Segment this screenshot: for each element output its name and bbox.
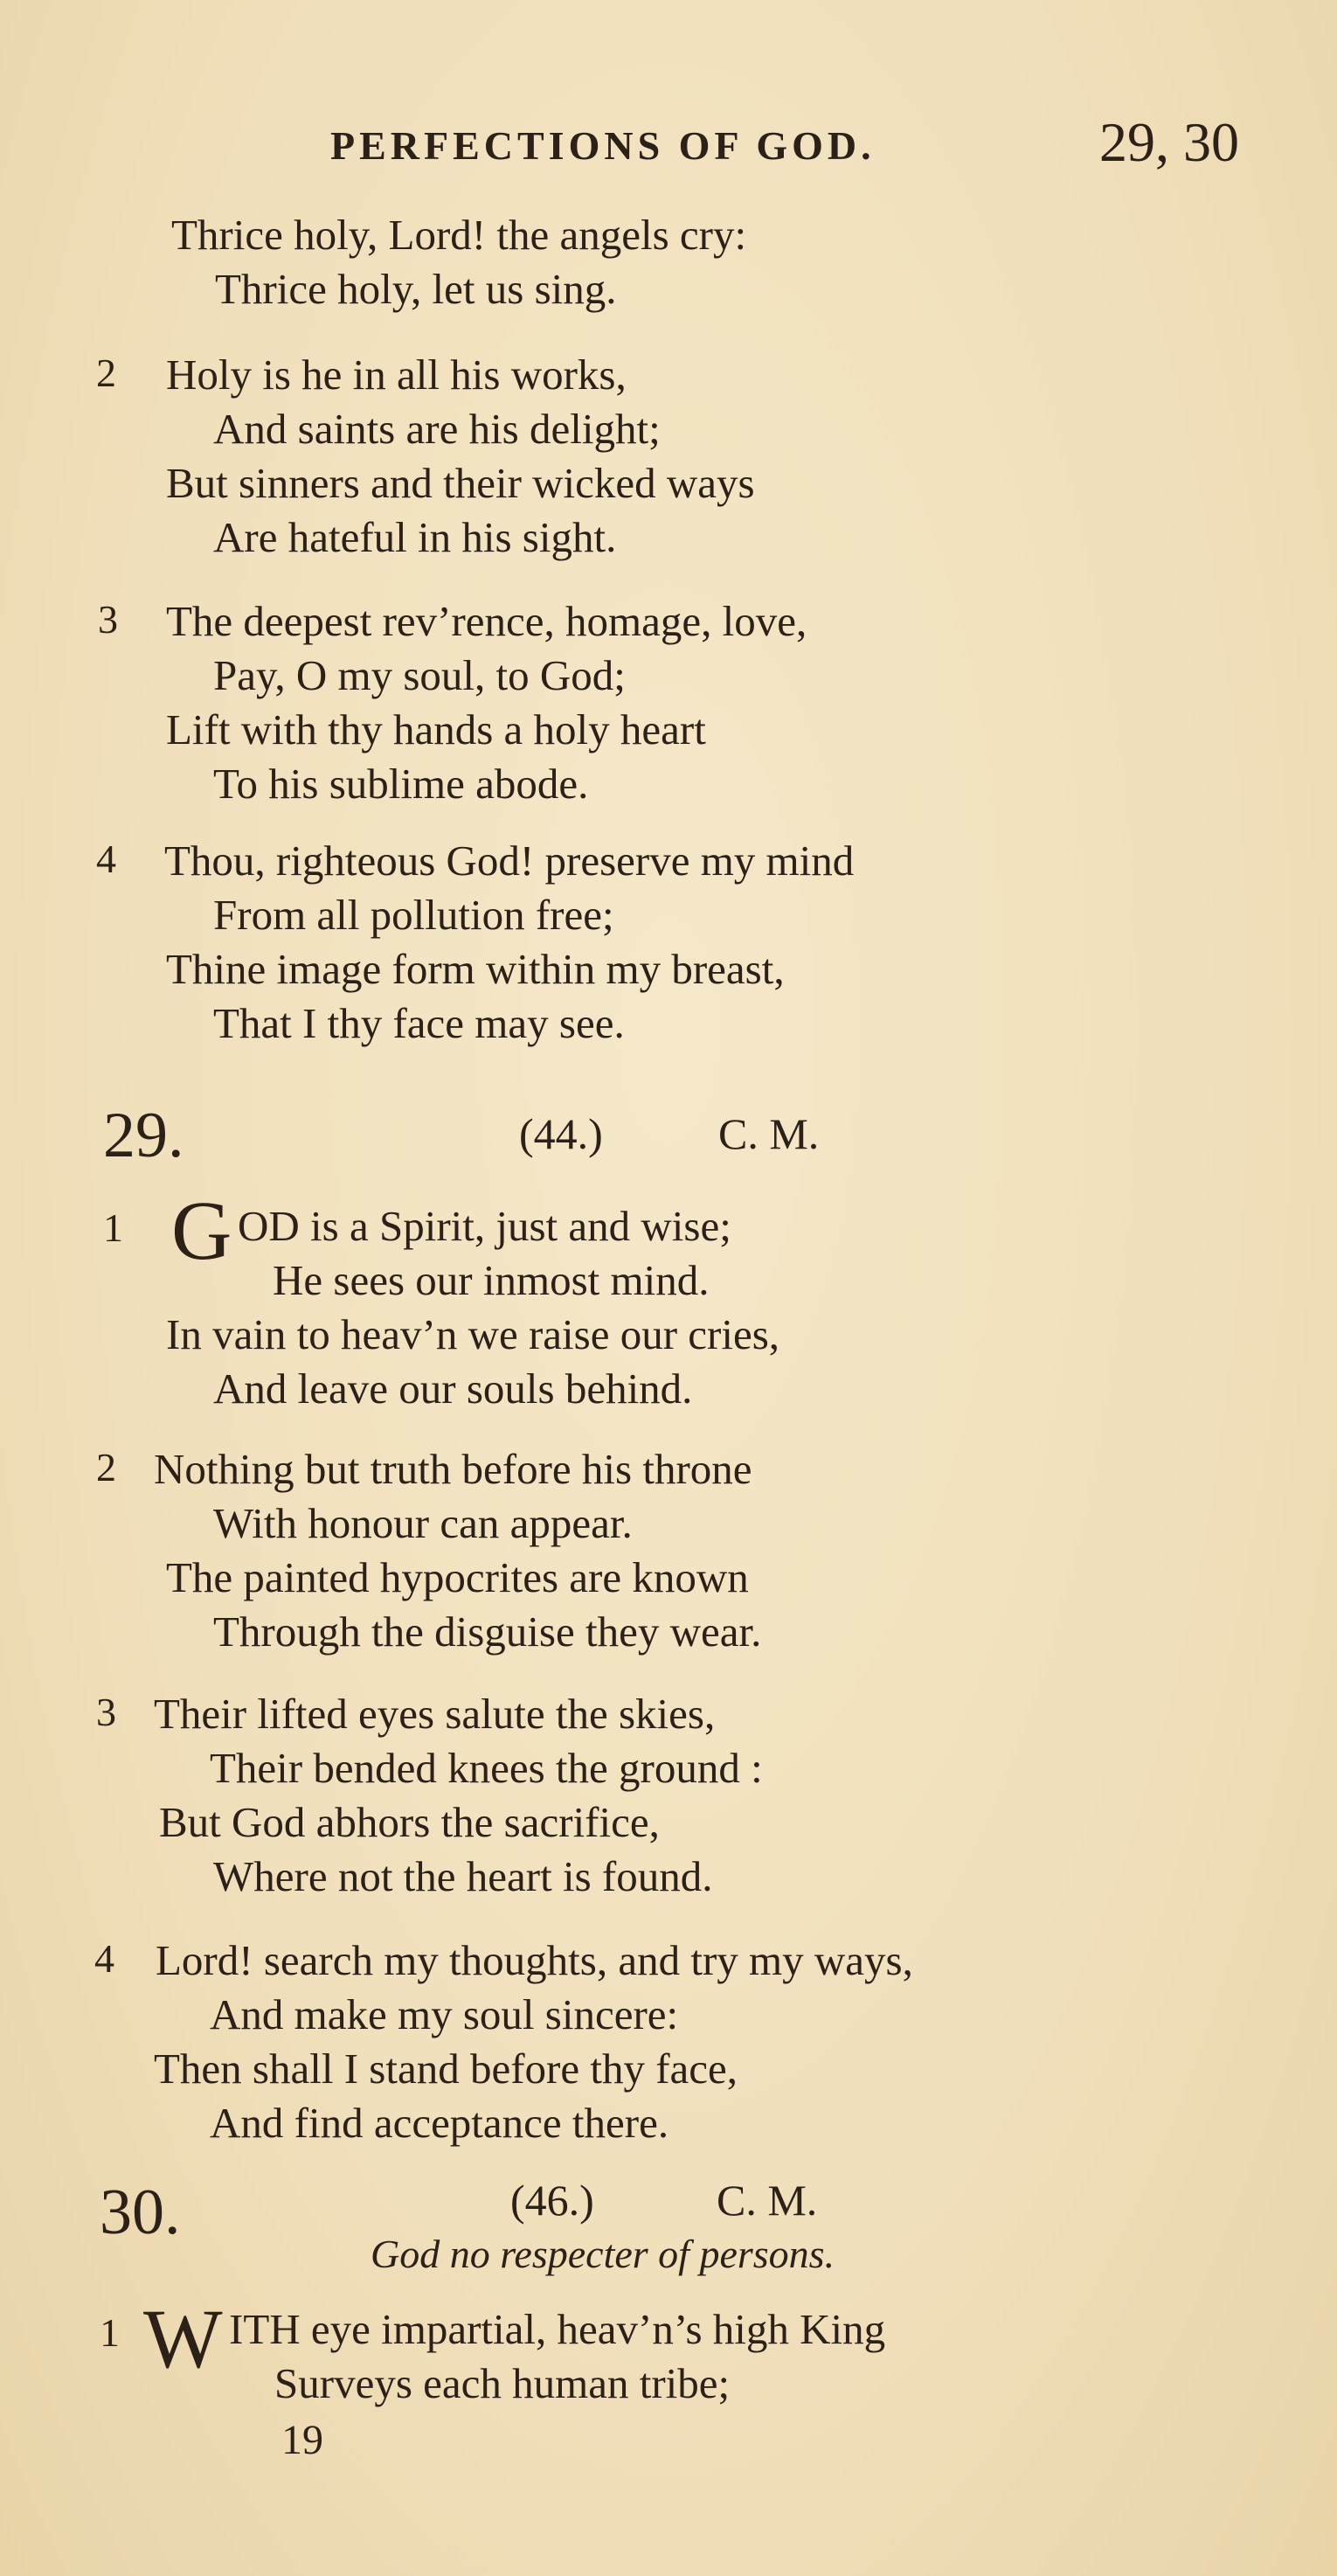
hymn28-line: Thine image form within my breast, (166, 945, 785, 993)
hymn28-line: And saints are his delight; (213, 405, 661, 453)
hymn28-line: Thrice holy, let us sing. (215, 265, 617, 313)
meter-label: C. M. (717, 2176, 818, 2225)
hymn28-line: Pay, O my soul, to God; (213, 651, 626, 699)
tune-reference: (46.) (510, 2176, 594, 2225)
hymn29-line: OD is a Spirit, just and wise; (238, 1202, 731, 1250)
hymn29-line: Then shall I stand before thy face, (154, 2045, 738, 2093)
verse-number: 4 (94, 1936, 114, 1981)
hymn28-line: But sinners and their wicked ways (166, 459, 755, 507)
hymn28-line: Thou, righteous God! preserve my mind (164, 837, 855, 885)
hymn-number: 29. (103, 1100, 184, 1171)
drop-cap: G (171, 1184, 232, 1277)
hymn29-line: But God abhors the sacrifice, (159, 1798, 660, 1846)
hymn28-line: Thrice holy, Lord! the angels cry: (171, 211, 747, 259)
hymn28-line: Are hateful in his sight. (213, 513, 617, 561)
printer-signature: 19 (281, 2417, 323, 2463)
verse-number: 2 (96, 1445, 116, 1489)
hymn30-line: ITH eye impartial, heav’n’s high King (229, 2305, 886, 2353)
hymn-subtitle: God no respecter of persons. (371, 2232, 835, 2276)
hymn30-line: Surveys each human tribe; (274, 2359, 731, 2407)
hymn28-line: Lift with thy hands a holy heart (166, 705, 706, 753)
hymn29-line: And find acceptance there. (210, 2099, 669, 2147)
verse-number: 3 (98, 597, 118, 642)
hymn29-line: And make my soul sincere: (210, 1990, 679, 2038)
hymn29-line: He sees our inmost mind. (273, 1256, 710, 1304)
hymn29-line: Nothing but truth before his throne (154, 1445, 752, 1493)
hymn28-line: From all pollution free; (213, 891, 614, 939)
hymn28-line: To his sublime abode. (213, 760, 589, 808)
hymn29-line: In vain to heav’n we raise our cries, (166, 1310, 780, 1358)
running-head-title: PERFECTIONS OF GOD. (330, 123, 876, 168)
hymn28-line: The deepest rev’rence, homage, love, (166, 597, 807, 645)
hymn29-line: The painted hypocrites are known (166, 1553, 749, 1601)
hymn29-line: Their bended knees the ground : (210, 1744, 763, 1792)
hymn29-line: And leave our souls behind. (213, 1364, 693, 1413)
hymn-number: 30. (100, 2177, 181, 2248)
hymn29-line: Where not the heart is found. (213, 1852, 713, 1900)
verse-number: 2 (96, 351, 116, 395)
hymn29-line: Their lifted eyes salute the skies, (154, 1690, 716, 1738)
hymn29-line: Through the disguise they wear. (213, 1607, 762, 1656)
meter-label: C. M. (718, 1109, 820, 1158)
hymn29-line: With honour can appear. (213, 1499, 633, 1547)
hymn28-line: Holy is he in all his works, (166, 351, 627, 399)
hymn28-line: That I thy face may see. (213, 999, 625, 1047)
hymn29-line: Lord! search my thoughts, and try my ways, (156, 1936, 913, 1984)
drop-cap: W (143, 2292, 223, 2385)
verse-number: 4 (96, 837, 116, 881)
running-head-hymn-numbers: 29, 30 (1099, 111, 1239, 173)
verse-number: 1 (100, 2310, 120, 2355)
tune-reference: (44.) (519, 1109, 603, 1158)
verse-number: 3 (96, 1690, 116, 1734)
verse-number: 1 (103, 1205, 123, 1250)
